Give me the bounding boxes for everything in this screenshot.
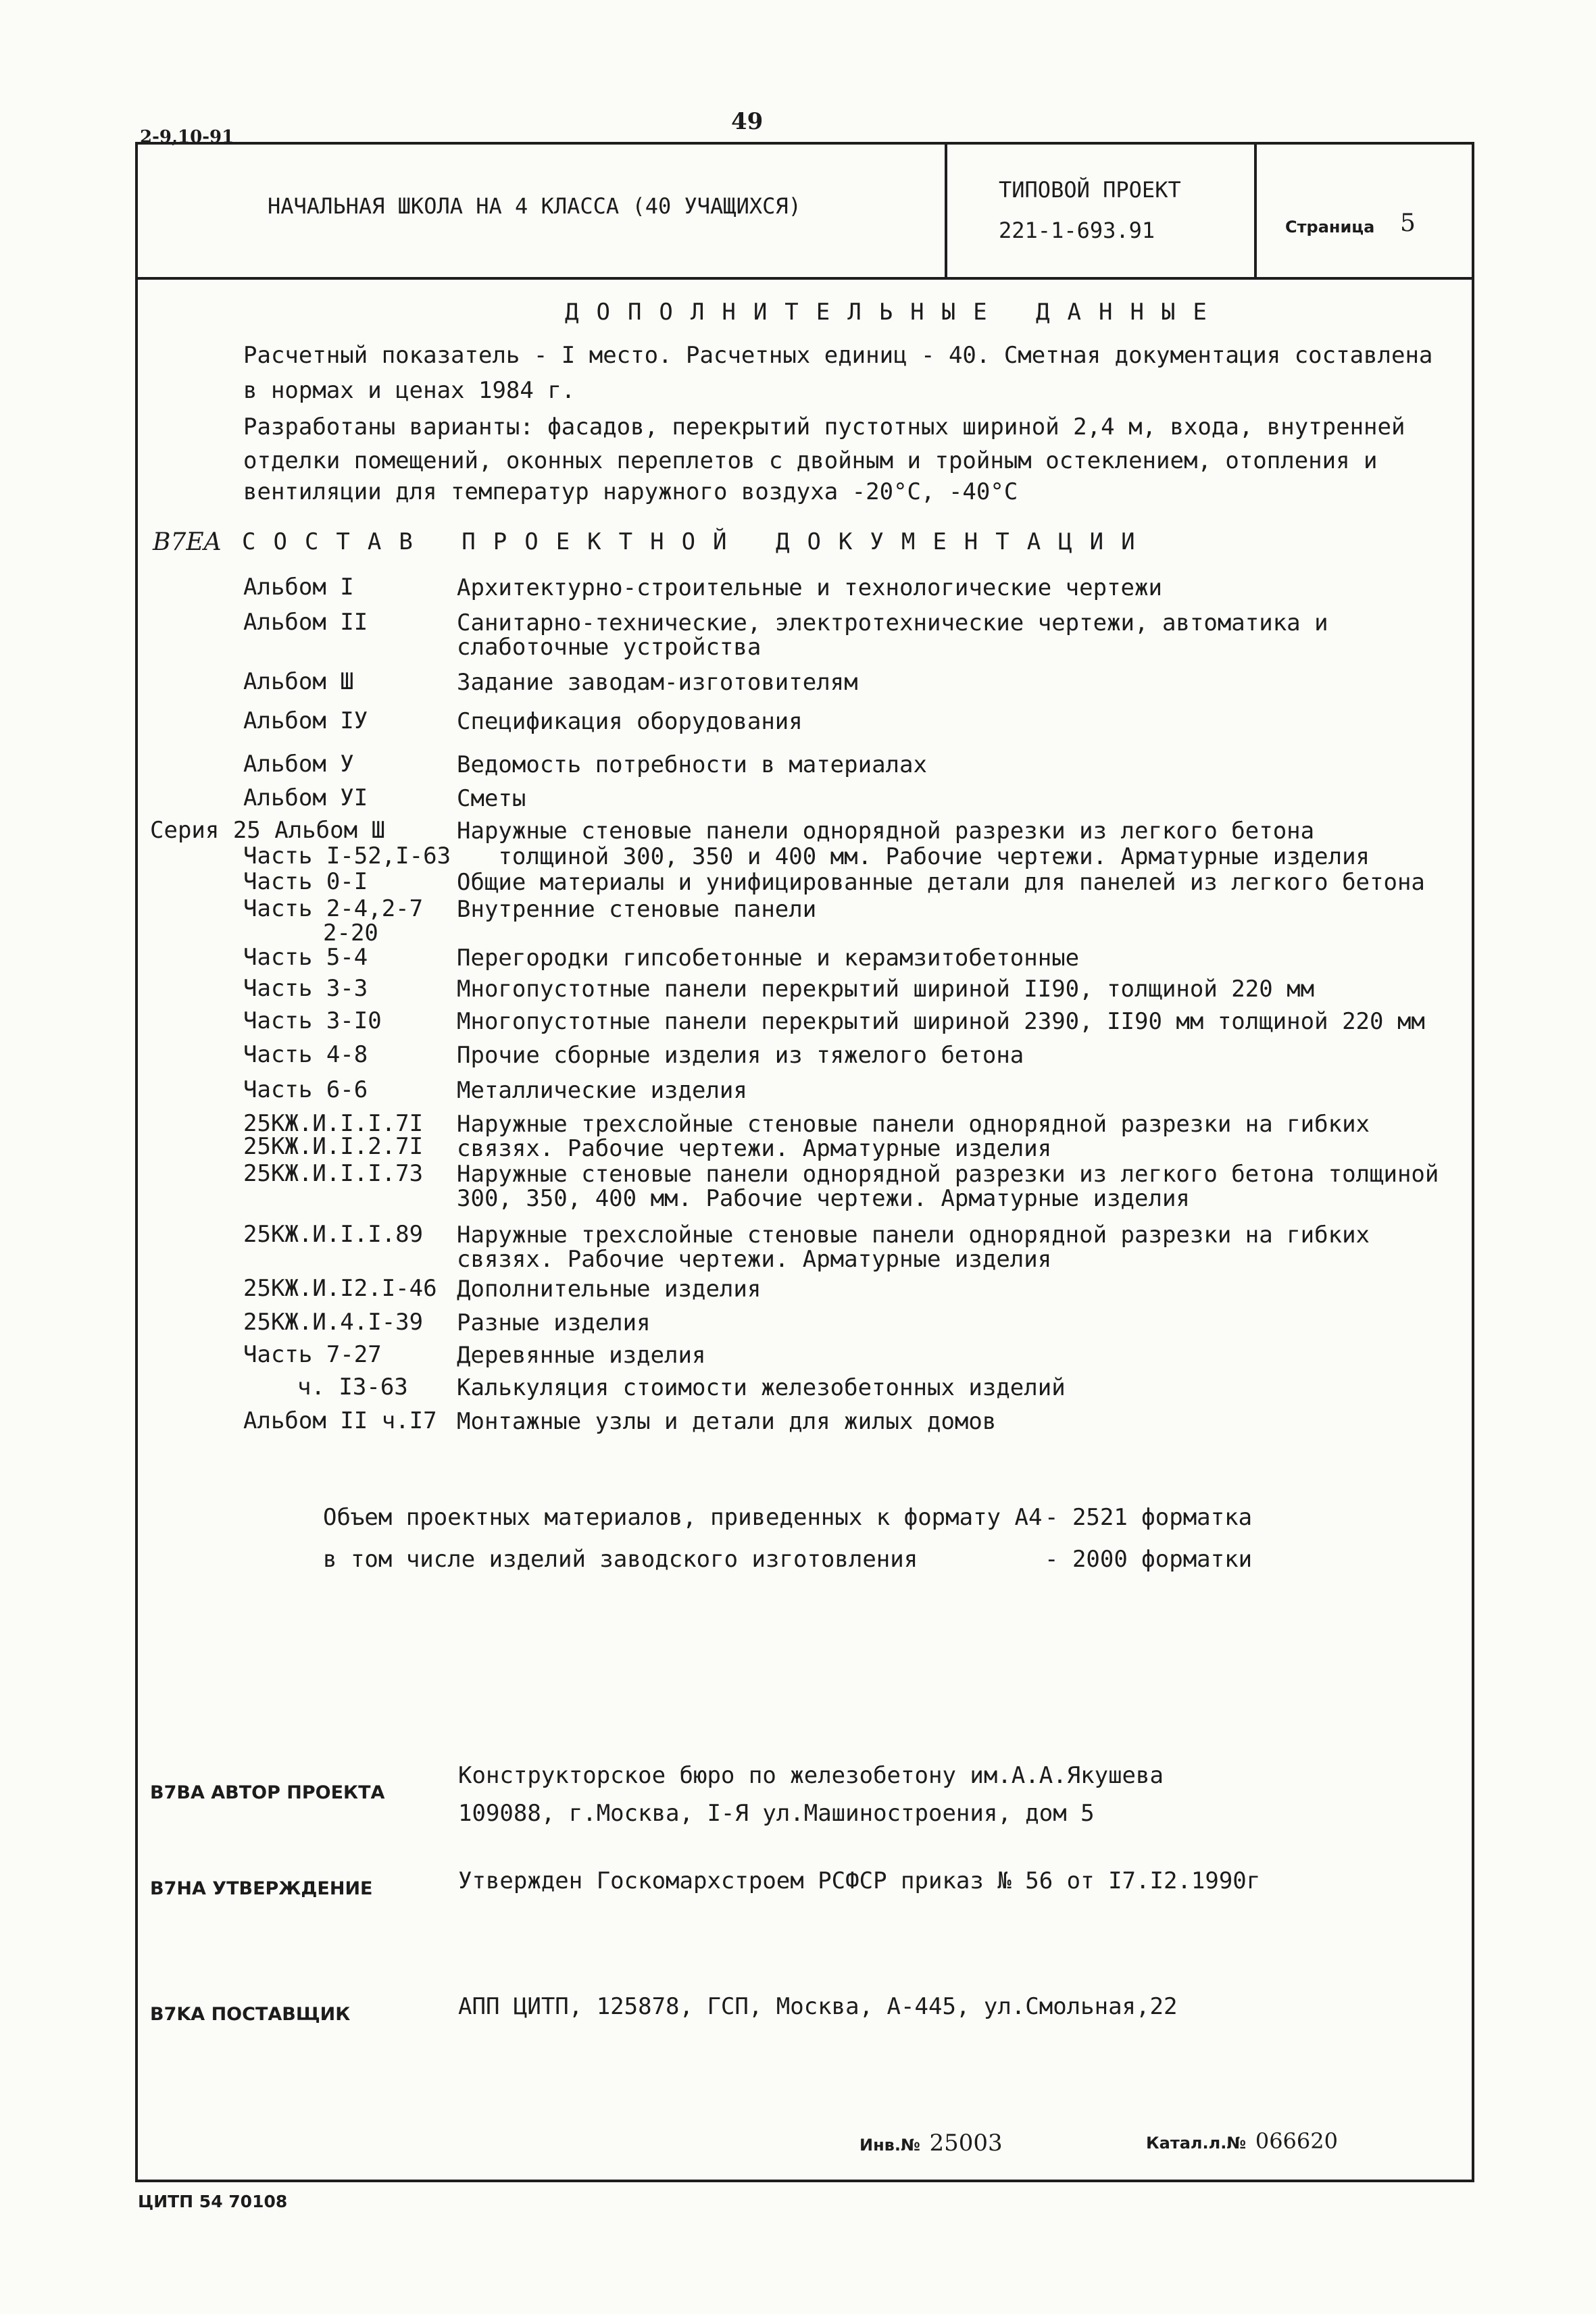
- doc-row-label: 25КЖ.И.I.I.73: [243, 1160, 424, 1187]
- page-value: 5: [1400, 209, 1416, 237]
- page-number: 49: [731, 108, 764, 135]
- volume-value-2: - 2000 форматки: [1045, 1546, 1253, 1573]
- doc-row-label: Часть 3-I0: [243, 1007, 382, 1034]
- doc-row-label: Часть 7-27: [243, 1341, 382, 1368]
- doc-row-description: Наружные стеновые панели однорядной разрезки из легкого бетона: [457, 818, 1315, 845]
- volume-line-2: в том числе изделий заводского изготовления: [323, 1546, 918, 1573]
- doc-row-description: Монтажные узлы и детали для жилых домов: [457, 1408, 997, 1435]
- doc-row-description: Металлические изделия: [457, 1077, 747, 1104]
- additional-line: вентиляции для температур наружного воздуха -20°С, -40°С: [243, 478, 1018, 505]
- additional-line: Расчетный показатель - I место. Расчетных единиц - 40. Сметная документация составлена: [243, 342, 1433, 369]
- doc-row-label: 2-20: [323, 920, 378, 947]
- doc-row-description: Разные изделия: [457, 1309, 651, 1336]
- doc-row-description: Ведомость потребности в материалах: [457, 751, 927, 778]
- doc-row-label: Альбом УI: [243, 784, 368, 811]
- project-title: НАЧАЛЬНАЯ ШКОЛА НА 4 КЛАССА (40 УЧАЩИХСЯ): [268, 193, 801, 219]
- doc-row-label: ч. I3-63: [297, 1374, 408, 1401]
- doc-row-label: Альбом У: [243, 751, 354, 778]
- top-left-code: 2-9,10-91: [140, 127, 234, 147]
- doc-row-description: Архитектурно-строительные и технологические чертежи: [457, 574, 1162, 601]
- doc-row-description: Многопустотные панели перекрытий шириной II90, толщиной 220 мм: [457, 976, 1315, 1003]
- header-divider: [135, 277, 1474, 280]
- inventory-label: Инв.№: [859, 2136, 920, 2155]
- doc-row-description: Задание заводам-изготовителям: [457, 669, 858, 696]
- composition-heading: СОСТАВ ПРОЕКТНОЙ ДОКУМЕНТАЦИИ: [242, 528, 1153, 555]
- doc-row-description: Сметы: [457, 785, 526, 812]
- volume-value-1: - 2521 форматка: [1045, 1504, 1253, 1531]
- doc-row-label: Альбом II ч.I7: [243, 1407, 437, 1434]
- page-label: Страница: [1285, 218, 1375, 236]
- doc-row-description: Общие материалы и унифицированные детали для панелей из легкого бетона: [457, 869, 1425, 896]
- additional-line: Разработаны варианты: фасадов, перекрытий пустотных шириной 2,4 м, входа, внутренней: [243, 413, 1405, 441]
- doc-row-label: Часть 4-8: [243, 1041, 368, 1068]
- doc-row-label: Альбом II: [243, 609, 368, 636]
- supplier-text: АПП ЦИТП, 125878, ГСП, Москва, А-445, ул.Смольная,22: [458, 1993, 1178, 2020]
- catalog-number: [1146, 2128, 1338, 2154]
- doc-row-label: Часть 0-I: [243, 868, 368, 895]
- doc-row-description: Наружные стеновые панели однорядной разрезки из легкого бетона толщиной 300, 350, 400 мм. Рабочие чертежи. Арматурные изделия: [457, 1161, 1439, 1212]
- doc-row-description: Внутренние стеновые панели: [457, 896, 817, 923]
- project-code: 221-1-693.91: [999, 218, 1155, 243]
- doc-row-label: Альбом Ш: [243, 668, 354, 695]
- doc-row-label: Альбом I: [243, 574, 354, 601]
- author-label: B7BA АВТОР ПРОЕКТА: [150, 1782, 385, 1803]
- catalog-value: 066620: [1255, 2128, 1338, 2154]
- doc-row-description: толщиной 300, 350 и 400 мм. Рабочие чертежи. Арматурные изделия: [457, 843, 1370, 870]
- print-code: ЦИТП 54 70108: [138, 2192, 288, 2211]
- doc-row-label: Часть 5-4: [243, 944, 368, 971]
- inventory-value: 25003: [929, 2130, 1003, 2157]
- doc-row-label: 25КЖ.И.4.I-39: [243, 1309, 424, 1336]
- doc-row-label: 25КЖ.И.I.I.89: [243, 1221, 424, 1248]
- doc-row-description: Дополнительные изделия: [457, 1276, 762, 1303]
- doc-row-label: Серия 25 Альбом Ш: [150, 817, 385, 844]
- doc-row-label: Часть 2-4,2-7: [243, 895, 424, 922]
- supplier-label: B7KA ПОСТАВЩИК: [150, 2004, 351, 2025]
- composition-code: B7EA: [153, 528, 222, 556]
- doc-row-description: Спецификация оборудования: [457, 708, 803, 735]
- doc-row-description: Наружные трехслойные стеновые панели однорядной разрезки на гибких связях. Рабочие чертежи. Арматурные изделия: [457, 1111, 1370, 1162]
- doc-row-label: 25КЖ.И.I.I.7I 25КЖ.И.I.2.7I: [243, 1110, 424, 1160]
- doc-row-label: Часть 6-6: [243, 1076, 368, 1103]
- doc-row-label: 25КЖ.И.I2.I-46: [243, 1275, 437, 1302]
- catalog-label: Катал.л.№: [1146, 2134, 1247, 2153]
- header-separator-1: [945, 142, 947, 278]
- doc-row-description: Наружные трехслойные стеновые панели однорядной разрезки на гибких связях. Рабочие чертежи. Арматурные изделия: [457, 1222, 1370, 1273]
- inventory-number: [859, 2130, 1003, 2157]
- author-text: Конструкторское бюро по железобетону им.А.А.Якушева 109088, г.Москва, I-Я ул.Машиностроения, дом 5: [458, 1762, 1164, 1827]
- volume-line-1: Объем проектных материалов, приведенных к формату А4: [323, 1504, 1043, 1531]
- doc-row-description: Многопустотные панели перекрытий шириной 2390, II90 мм толщиной 220 мм: [457, 1008, 1425, 1035]
- doc-row-description: Деревянные изделия: [457, 1342, 706, 1369]
- approval-label: B7HA УТВЕРЖДЕНИЕ: [150, 1878, 373, 1899]
- approval-text: Утвержден Госкомархстроем РСФСР приказ № 56 от I7.I2.1990г: [458, 1867, 1261, 1894]
- doc-row-label: Часть I-52,I-63: [243, 842, 451, 870]
- type-label: ТИПОВОЙ ПРОЕКТ: [999, 177, 1181, 203]
- additional-data-heading: ДОПОЛНИТЕЛЬНЫЕ ДАННЫЕ: [565, 299, 1224, 326]
- doc-row-description: Прочие сборные изделия из тяжелого бетона: [457, 1042, 1024, 1069]
- doc-row-label: Часть 3-3: [243, 975, 368, 1002]
- additional-line: отделки помещений, оконных переплетов с двойным и тройным остеклением, отопления и: [243, 447, 1378, 474]
- header-separator-2: [1254, 142, 1257, 278]
- doc-row-label: Альбом IУ: [243, 707, 368, 734]
- doc-row-description: Перегородки гипсобетонные и керамзитобетонные: [457, 945, 1080, 972]
- doc-row-description: Санитарно-технические, электротехнические чертежи, автоматика и слаботочные устройства: [457, 609, 1328, 661]
- additional-line: в нормах и ценах 1984 г.: [243, 377, 576, 404]
- doc-row-description: Калькуляция стоимости железобетонных изделий: [457, 1374, 1066, 1401]
